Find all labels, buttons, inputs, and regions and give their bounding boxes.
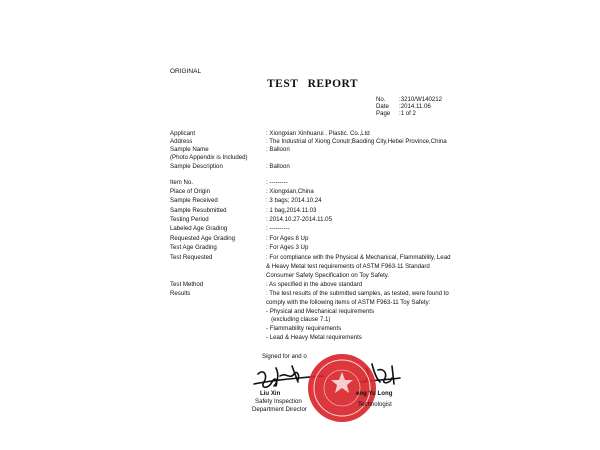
- left-signer-role-2: Department Director: [252, 406, 307, 413]
- meta-key: No.: [376, 96, 386, 103]
- field-value: : For Ages 8 Up: [266, 235, 309, 242]
- test-requested-line-2: & Heavy Metal test requirements of ASTM F963-11 Standard: [266, 263, 430, 270]
- results-line-2: comply with the following items of ASTM F963-11 Toy Safety:: [266, 299, 431, 306]
- meta-value: :2014.11.06: [399, 103, 431, 110]
- right-signer-name: eng Yu Long: [356, 390, 393, 397]
- field-requested-age: [170, 235, 308, 242]
- field-label: Sample Received: [170, 197, 218, 204]
- field-value: : Balloon: [266, 146, 290, 153]
- field-value: : 2014.10.27-2014.11.05: [266, 216, 332, 223]
- results-line-5: - Flammability requirements: [266, 325, 342, 332]
- field-testing-period: [170, 216, 332, 223]
- field-label: (Photo Appendix is Included): [170, 154, 248, 161]
- test-requested-line-3: Consumer Safety Specification on Toy Safety.: [266, 272, 390, 279]
- field-value: : The Industrial of Xiong Conutr;Baoding City,Hebei Province,China: [266, 138, 447, 145]
- field-photo-appendix: [170, 154, 310, 161]
- results-line-6: - Lead & Heavy Metal requirements: [266, 334, 362, 341]
- field-applicant: [170, 130, 370, 137]
- field-label: Results: [170, 290, 191, 297]
- field-sample-description: [170, 163, 290, 170]
- red-stamp: [308, 354, 376, 422]
- field-label: Labeled Age Grading: [170, 225, 228, 232]
- field-value: : ----------: [266, 225, 290, 232]
- right-signer-role: Technologist: [358, 401, 392, 408]
- signed-for-label: Signed for and o: [262, 353, 307, 360]
- field-sample-received: [170, 197, 322, 204]
- field-value: : For Ages 3 Up: [266, 244, 309, 251]
- meta-value: :1 of 2: [399, 110, 416, 117]
- original-label: ORIGINAL: [170, 68, 202, 75]
- field-label: Testing Period: [170, 216, 209, 223]
- field-item-no: [170, 179, 288, 186]
- field-label: Test Age Grading: [170, 244, 217, 251]
- field-value: : Xiongxian,China: [266, 188, 314, 195]
- field-label: Test Requested: [170, 254, 213, 261]
- field-results: [170, 290, 449, 297]
- meta-value: :3210/W140212: [399, 96, 443, 103]
- field-label: Address: [170, 138, 193, 145]
- field-value: : ---------: [266, 179, 288, 186]
- field-test-requested: [170, 254, 450, 261]
- left-signer-role-1: Safety Inspection: [255, 398, 302, 405]
- meta-row-page: [376, 110, 442, 117]
- field-value: : For compliance with the Physical & Mechanical, Flammability, Lead: [266, 254, 451, 261]
- meta-row-no: [376, 96, 442, 103]
- results-line-4: (excluding clause 7.1): [266, 316, 331, 323]
- meta-key: Page: [376, 110, 391, 117]
- field-value: : 3 bags; 2014.10.24: [266, 197, 322, 204]
- field-label: Applicant: [170, 130, 196, 137]
- field-address: [170, 138, 447, 145]
- field-value: : As specified in the above standard: [266, 281, 363, 288]
- signature-and-stamp: [236, 346, 416, 426]
- meta-key: Date: [376, 103, 389, 110]
- field-place-of-origin: [170, 188, 314, 195]
- field-test-method: [170, 281, 362, 288]
- field-sample-name: [170, 146, 290, 153]
- field-value: : Xiongxian Xinhuarui . Plastic. Co.,Ltd: [266, 130, 370, 137]
- meta-row-date: [376, 103, 442, 110]
- field-label: Requested Age Grading: [170, 235, 236, 242]
- field-label: Sample Resubmitted: [170, 207, 227, 214]
- field-label: Sample Description: [170, 163, 223, 170]
- results-line-3: - Physical and Mechanical requirements: [266, 308, 375, 315]
- field-label: Item No.: [170, 179, 194, 186]
- field-value: : 1 bag,2014.11.03: [266, 207, 317, 214]
- field-value: : Balloon: [266, 163, 290, 170]
- field-test-age: [170, 244, 308, 251]
- left-signer-name: Liu Xin: [260, 390, 281, 397]
- report-meta: [376, 96, 442, 117]
- field-labeled-age: [170, 225, 290, 232]
- field-label: Sample Name: [170, 146, 209, 153]
- field-value: : The test results of the submitted samples, as tested, were found to: [266, 290, 449, 297]
- report-title: TEST REPORT: [267, 78, 359, 90]
- field-label: Test Method: [170, 281, 204, 288]
- field-label: Place of Origin: [170, 188, 210, 195]
- field-sample-resubmitted: [170, 207, 316, 214]
